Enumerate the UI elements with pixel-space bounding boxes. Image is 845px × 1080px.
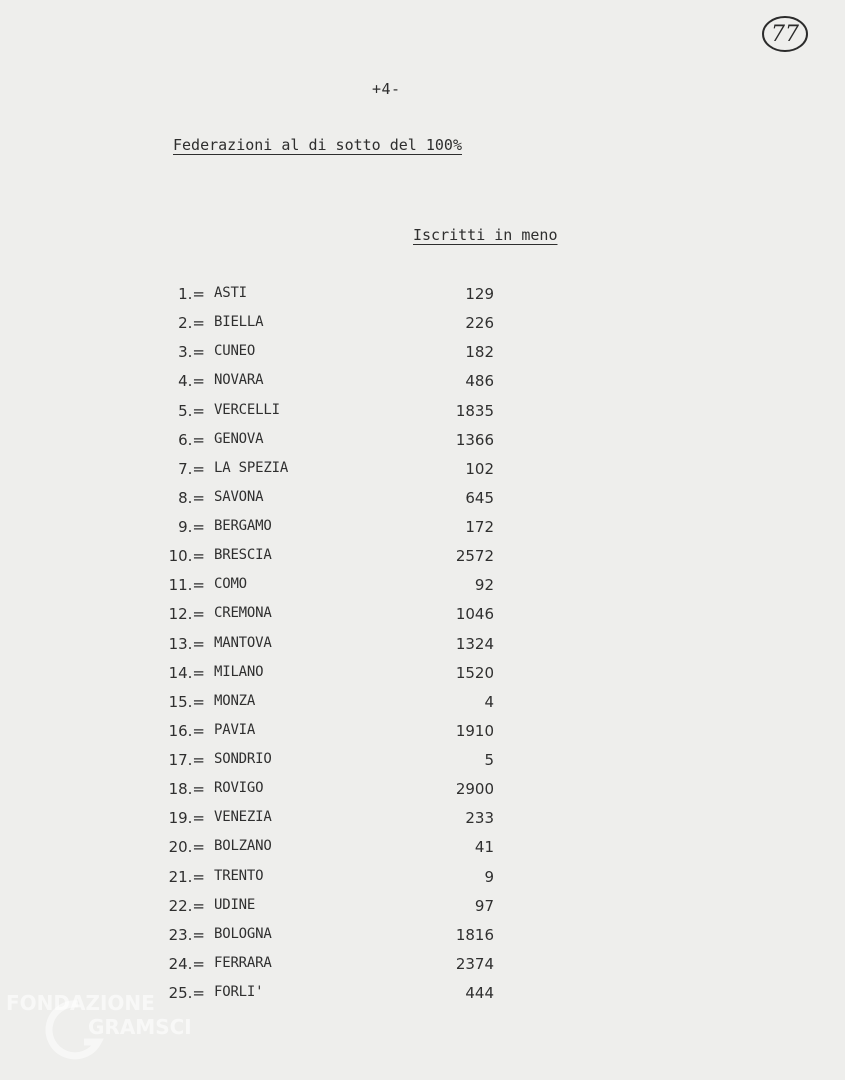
federation-name: BOLZANO xyxy=(214,838,272,855)
fondazione-gramsci-watermark xyxy=(6,990,216,1070)
federation-name: PAVIA xyxy=(214,721,256,738)
federation-name: FORLI' xyxy=(214,984,264,1000)
federation-name: MANTOVA xyxy=(214,634,272,651)
row-number: 16.= xyxy=(168,721,205,740)
members-missing-value: 486 xyxy=(465,372,494,391)
row-number: 25.= xyxy=(168,984,205,1002)
list-item xyxy=(0,484,845,513)
members-missing-value: 129 xyxy=(465,285,494,303)
federation-name: TRENTO xyxy=(214,867,264,884)
federation-name: BRESCIA xyxy=(214,547,272,564)
members-missing-value: 97 xyxy=(474,896,494,915)
members-missing-value: 9 xyxy=(484,867,494,886)
members-missing-value: 2374 xyxy=(455,954,494,973)
row-number: 5.= xyxy=(178,401,205,420)
list-item xyxy=(0,280,845,309)
members-missing-value: 102 xyxy=(465,459,494,478)
members-missing-value: 172 xyxy=(465,518,494,536)
members-missing-value: 92 xyxy=(474,576,494,595)
row-number: 3.= xyxy=(178,343,205,362)
archive-number-stamp xyxy=(760,12,810,56)
members-missing-value: 1835 xyxy=(455,401,494,420)
row-number: 19.= xyxy=(168,809,205,828)
members-missing-value: 2572 xyxy=(455,547,494,566)
list-item xyxy=(0,542,845,571)
federation-name: ASTI xyxy=(214,285,247,301)
row-number: 17.= xyxy=(168,751,205,769)
list-item xyxy=(0,921,845,950)
list-item xyxy=(0,746,845,775)
row-number: 23.= xyxy=(168,925,205,944)
federation-name: VERCELLI xyxy=(214,401,280,418)
list-item xyxy=(0,717,845,746)
federation-name: BERGAMO xyxy=(214,518,272,534)
members-missing-value: 1366 xyxy=(455,430,494,449)
list-item xyxy=(0,630,845,659)
members-missing-value: 2900 xyxy=(455,780,494,799)
list-item xyxy=(0,950,845,979)
federation-name: CUNEO xyxy=(214,343,256,360)
list-item xyxy=(0,367,845,396)
list-item xyxy=(0,600,845,629)
members-missing-value: 1046 xyxy=(455,605,494,624)
list-item xyxy=(0,426,845,455)
row-number: 21.= xyxy=(168,867,205,886)
federation-name: FERRARA xyxy=(214,954,272,971)
members-missing-value: 5 xyxy=(484,751,494,769)
federation-name: BIELLA xyxy=(214,314,264,331)
members-missing-value: 444 xyxy=(465,984,494,1002)
list-item xyxy=(0,309,845,338)
members-missing-value: 182 xyxy=(465,343,494,362)
watermark-line-2: GRAMSCI xyxy=(88,1015,192,1039)
members-missing-value: 41 xyxy=(474,838,494,857)
federation-name: BOLOGNA xyxy=(214,925,272,942)
document-title: Federazioni al di sotto del 100% xyxy=(173,136,462,154)
row-number: 2.= xyxy=(178,314,205,333)
federation-name: NOVARA xyxy=(214,372,264,389)
members-missing-value: 645 xyxy=(465,488,494,507)
federation-name: UDINE xyxy=(214,896,256,913)
archive-number: 77 xyxy=(771,21,799,47)
federation-name: SAVONA xyxy=(214,488,264,505)
federation-name: CREMONA xyxy=(214,605,272,622)
row-number: 9.= xyxy=(178,518,205,536)
row-number: 7.= xyxy=(178,459,205,478)
row-number: 20.= xyxy=(168,838,205,857)
list-item xyxy=(0,863,845,892)
members-missing-value: 4 xyxy=(484,692,494,711)
row-number: 1.= xyxy=(178,285,205,303)
list-item xyxy=(0,775,845,804)
list-item xyxy=(0,455,845,484)
federation-name: MONZA xyxy=(214,692,256,709)
list-item xyxy=(0,688,845,717)
federation-name: LA SPEZIA xyxy=(214,459,289,476)
members-missing-value: 1324 xyxy=(455,634,494,653)
federation-name: VENEZIA xyxy=(214,809,272,826)
list-item xyxy=(0,338,845,367)
row-number: 12.= xyxy=(168,605,205,624)
row-number: 13.= xyxy=(168,634,205,653)
federation-name: MILANO xyxy=(214,663,264,680)
row-number: 24.= xyxy=(168,954,205,973)
row-number: 14.= xyxy=(168,663,205,682)
row-number: 6.= xyxy=(178,430,205,449)
list-item xyxy=(0,513,845,542)
federation-name: SONDRIO xyxy=(214,751,272,767)
row-number: 18.= xyxy=(168,780,205,799)
members-missing-value: 1910 xyxy=(455,721,494,740)
members-missing-value: 226 xyxy=(465,314,494,333)
row-number: 11.= xyxy=(168,576,205,595)
members-missing-value: 1520 xyxy=(455,663,494,682)
column-header: Iscritti in meno xyxy=(413,226,558,244)
members-missing-value: 233 xyxy=(465,809,494,828)
federation-name: ROVIGO xyxy=(214,780,264,797)
list-item xyxy=(0,804,845,833)
row-number: 4.= xyxy=(178,372,205,391)
page-number: +4- xyxy=(372,80,401,98)
federation-name: COMO xyxy=(214,576,247,593)
list-item xyxy=(0,892,845,921)
list-item xyxy=(0,571,845,600)
list-item xyxy=(0,659,845,688)
row-number: 8.= xyxy=(178,488,205,507)
row-number: 15.= xyxy=(168,692,205,711)
row-number: 22.= xyxy=(168,896,205,915)
list-item xyxy=(0,397,845,426)
watermark-line-1: FONDAZIONE xyxy=(6,991,155,1015)
list-item xyxy=(0,833,845,862)
federation-list xyxy=(0,280,845,1008)
federation-name: GENOVA xyxy=(214,430,264,447)
members-missing-value: 1816 xyxy=(455,925,494,944)
row-number: 10.= xyxy=(168,547,205,566)
